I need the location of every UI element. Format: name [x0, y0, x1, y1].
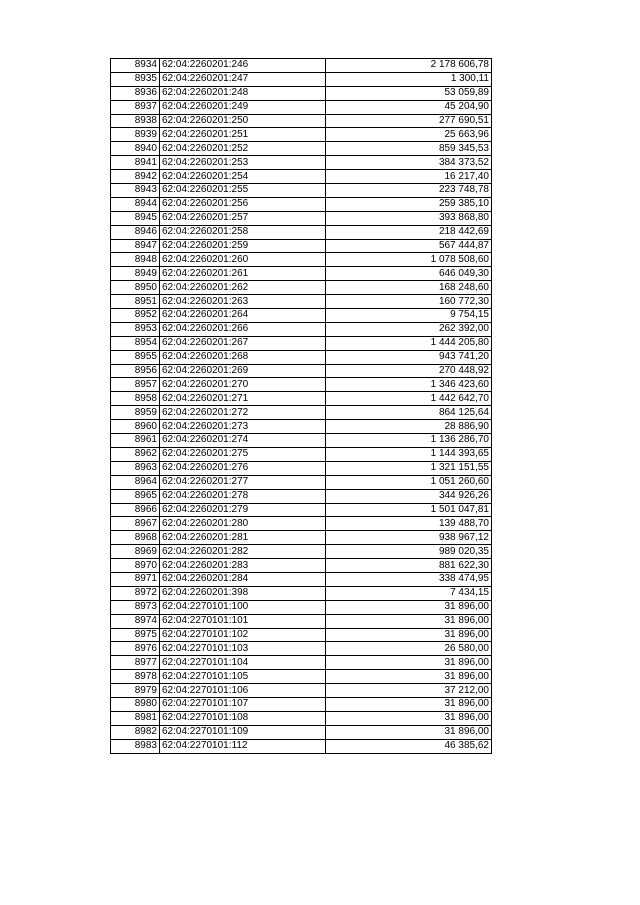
table-row	[111, 336, 492, 350]
cadastral-value-cell: 262 392,00	[326, 322, 492, 336]
row-number-cell: 8965	[111, 489, 160, 503]
table-row	[111, 281, 492, 295]
table-row	[111, 86, 492, 100]
table-row	[111, 309, 492, 323]
cadastral-value-cell: 943 741,20	[326, 350, 492, 364]
cadastral-value-cell: 567 444,87	[326, 239, 492, 253]
cadastral-number-cell: 62:04:2260201:267	[160, 336, 326, 350]
table-row	[111, 489, 492, 503]
row-number-cell: 8961	[111, 434, 160, 448]
cadastral-value-cell: 31 896,00	[326, 711, 492, 725]
cadastral-number-cell: 62:04:2270101:104	[160, 656, 326, 670]
cadastral-value-cell: 37 212,00	[326, 684, 492, 698]
cadastral-value-cell: 1 136 286,70	[326, 434, 492, 448]
table-row	[111, 392, 492, 406]
row-number-cell: 8955	[111, 350, 160, 364]
table-row	[111, 239, 492, 253]
cadastral-value-cell: 46 385,62	[326, 739, 492, 753]
cadastral-number-cell: 62:04:2260201:258	[160, 225, 326, 239]
cadastral-number-cell: 62:04:2270101:107	[160, 697, 326, 711]
cadastral-number-cell: 62:04:2270101:105	[160, 670, 326, 684]
cadastral-value-cell: 1 444 205,80	[326, 336, 492, 350]
row-number-cell: 8967	[111, 517, 160, 531]
row-number-cell: 8972	[111, 586, 160, 600]
row-number-cell: 8963	[111, 461, 160, 475]
cadastral-value-cell: 31 896,00	[326, 725, 492, 739]
cadastral-number-cell: 62:04:2260201:263	[160, 295, 326, 309]
cadastral-number-cell: 62:04:2270101:100	[160, 600, 326, 614]
row-number-cell: 8983	[111, 739, 160, 753]
cadastral-number-cell: 62:04:2260201:268	[160, 350, 326, 364]
cadastral-value-cell: 31 896,00	[326, 697, 492, 711]
cadastral-value-cell: 7 434,15	[326, 586, 492, 600]
row-number-cell: 8947	[111, 239, 160, 253]
cadastral-value-cell: 881 622,30	[326, 559, 492, 573]
table-row	[111, 531, 492, 545]
cadastral-number-cell: 62:04:2260201:274	[160, 434, 326, 448]
table-row	[111, 59, 492, 73]
cadastral-value-cell: 344 926,26	[326, 489, 492, 503]
cadastral-number-cell: 62:04:2260201:256	[160, 197, 326, 211]
cadastral-value-cell: 338 474,95	[326, 572, 492, 586]
table-row	[111, 475, 492, 489]
cadastral-value-cell: 26 580,00	[326, 642, 492, 656]
cadastral-value-cell: 1 321 151,55	[326, 461, 492, 475]
cadastral-number-cell: 62:04:2260201:278	[160, 489, 326, 503]
cadastral-number-cell: 62:04:2260201:284	[160, 572, 326, 586]
row-number-cell: 8970	[111, 559, 160, 573]
row-number-cell: 8939	[111, 128, 160, 142]
row-number-cell: 8952	[111, 309, 160, 323]
cadastral-value-cell: 270 448,92	[326, 364, 492, 378]
cadastral-number-cell: 62:04:2260201:398	[160, 586, 326, 600]
row-number-cell: 8935	[111, 72, 160, 86]
cadastral-value-cell: 1 078 508,60	[326, 253, 492, 267]
cadastral-value-cell: 9 754,15	[326, 309, 492, 323]
row-number-cell: 8957	[111, 378, 160, 392]
cadastral-value-cell: 53 059,89	[326, 86, 492, 100]
cadastral-number-cell: 62:04:2260201:283	[160, 559, 326, 573]
cadastral-number-cell: 62:04:2260201:254	[160, 170, 326, 184]
cadastral-number-cell: 62:04:2260201:251	[160, 128, 326, 142]
table-row	[111, 156, 492, 170]
row-number-cell: 8974	[111, 614, 160, 628]
cadastral-value-cell: 1 300,11	[326, 72, 492, 86]
cadastral-number-cell: 62:04:2260201:269	[160, 364, 326, 378]
table-row	[111, 628, 492, 642]
cadastral-number-cell: 62:04:2260201:282	[160, 545, 326, 559]
cadastral-value-cell: 277 690,51	[326, 114, 492, 128]
cadastral-value-cell: 393 868,80	[326, 211, 492, 225]
table-body	[111, 59, 492, 754]
cadastral-number-cell: 62:04:2260201:271	[160, 392, 326, 406]
row-number-cell: 8948	[111, 253, 160, 267]
cadastral-number-cell: 62:04:2260201:266	[160, 322, 326, 336]
row-number-cell: 8978	[111, 670, 160, 684]
row-number-cell: 8966	[111, 503, 160, 517]
cadastral-number-cell: 62:04:2260201:281	[160, 531, 326, 545]
cadastral-value-cell: 1 346 423,60	[326, 378, 492, 392]
cadastral-number-cell: 62:04:2270101:102	[160, 628, 326, 642]
table-row	[111, 350, 492, 364]
table-row	[111, 614, 492, 628]
cadastral-value-cell: 2 178 606,78	[326, 59, 492, 73]
cadastral-value-cell: 45 204,90	[326, 100, 492, 114]
cadastral-value-cell: 864 125,64	[326, 406, 492, 420]
table-row	[111, 378, 492, 392]
cadastral-number-cell: 62:04:2260201:250	[160, 114, 326, 128]
cadastral-number-cell: 62:04:2260201:273	[160, 420, 326, 434]
row-number-cell: 8980	[111, 697, 160, 711]
table-row	[111, 225, 492, 239]
row-number-cell: 8959	[111, 406, 160, 420]
table-row	[111, 642, 492, 656]
row-number-cell: 8954	[111, 336, 160, 350]
cadastral-number-cell: 62:04:2260201:280	[160, 517, 326, 531]
table-row	[111, 267, 492, 281]
cadastral-number-cell: 62:04:2260201:252	[160, 142, 326, 156]
cadastral-number-cell: 62:04:2260201:272	[160, 406, 326, 420]
cadastral-value-cell: 31 896,00	[326, 670, 492, 684]
row-number-cell: 8976	[111, 642, 160, 656]
table-row	[111, 600, 492, 614]
cadastral-value-cell: 218 442,69	[326, 225, 492, 239]
cadastral-number-cell: 62:04:2270101:103	[160, 642, 326, 656]
cadastral-number-cell: 62:04:2260201:277	[160, 475, 326, 489]
row-number-cell: 8934	[111, 59, 160, 73]
row-number-cell: 8936	[111, 86, 160, 100]
row-number-cell: 8953	[111, 322, 160, 336]
cadastral-number-cell: 62:04:2260201:260	[160, 253, 326, 267]
cadastral-value-cell: 160 772,30	[326, 295, 492, 309]
cadastral-number-cell: 62:04:2260201:249	[160, 100, 326, 114]
row-number-cell: 8973	[111, 600, 160, 614]
table-row	[111, 739, 492, 753]
row-number-cell: 8977	[111, 656, 160, 670]
cadastral-value-cell: 384 373,52	[326, 156, 492, 170]
row-number-cell: 8962	[111, 447, 160, 461]
row-number-cell: 8949	[111, 267, 160, 281]
table-row	[111, 517, 492, 531]
row-number-cell: 8943	[111, 184, 160, 198]
table-row	[111, 364, 492, 378]
row-number-cell: 8971	[111, 572, 160, 586]
cadastral-number-cell: 62:04:2260201:255	[160, 184, 326, 198]
row-number-cell: 8956	[111, 364, 160, 378]
table-row	[111, 434, 492, 448]
table-row	[111, 100, 492, 114]
table-row	[111, 114, 492, 128]
table-row	[111, 253, 492, 267]
cadastral-number-cell: 62:04:2260201:264	[160, 309, 326, 323]
cadastral-value-cell: 28 886,90	[326, 420, 492, 434]
table-row	[111, 322, 492, 336]
table-row	[111, 420, 492, 434]
row-number-cell: 8964	[111, 475, 160, 489]
row-number-cell: 8968	[111, 531, 160, 545]
table-row	[111, 670, 492, 684]
cadastral-value-cell: 259 385,10	[326, 197, 492, 211]
row-number-cell: 8958	[111, 392, 160, 406]
cadastral-number-cell: 62:04:2260201:262	[160, 281, 326, 295]
table-row	[111, 211, 492, 225]
table-row	[111, 586, 492, 600]
table-row	[111, 697, 492, 711]
cadastral-value-cell: 139 488,70	[326, 517, 492, 531]
cadastral-number-cell: 62:04:2270101:108	[160, 711, 326, 725]
row-number-cell: 8938	[111, 114, 160, 128]
cadastral-value-cell: 989 020,35	[326, 545, 492, 559]
cadastral-number-cell: 62:04:2260201:248	[160, 86, 326, 100]
cadastral-number-cell: 62:04:2270101:106	[160, 684, 326, 698]
cadastral-number-cell: 62:04:2260201:276	[160, 461, 326, 475]
cadastre-value-table	[110, 58, 492, 754]
row-number-cell: 8979	[111, 684, 160, 698]
table-row	[111, 711, 492, 725]
table-row	[111, 503, 492, 517]
cadastral-number-cell: 62:04:2260201:279	[160, 503, 326, 517]
cadastral-value-cell: 646 049,30	[326, 267, 492, 281]
row-number-cell: 8945	[111, 211, 160, 225]
row-number-cell: 8944	[111, 197, 160, 211]
cadastral-value-cell: 1 442 642,70	[326, 392, 492, 406]
table-row	[111, 128, 492, 142]
cadastral-value-cell: 1 144 393,65	[326, 447, 492, 461]
cadastral-number-cell: 62:04:2270101:112	[160, 739, 326, 753]
table-row	[111, 295, 492, 309]
table-row	[111, 684, 492, 698]
table-row	[111, 406, 492, 420]
row-number-cell: 8975	[111, 628, 160, 642]
row-number-cell: 8941	[111, 156, 160, 170]
cadastral-value-cell: 223 748,78	[326, 184, 492, 198]
table-row	[111, 142, 492, 156]
cadastral-value-cell: 31 896,00	[326, 628, 492, 642]
cadastral-value-cell: 25 663,96	[326, 128, 492, 142]
row-number-cell: 8960	[111, 420, 160, 434]
cadastral-value-cell: 1 501 047,81	[326, 503, 492, 517]
row-number-cell: 8969	[111, 545, 160, 559]
cadastral-value-cell: 31 896,00	[326, 600, 492, 614]
cadastral-value-cell: 168 248,60	[326, 281, 492, 295]
cadastral-value-cell: 31 896,00	[326, 656, 492, 670]
cadastral-number-cell: 62:04:2260201:259	[160, 239, 326, 253]
table-row	[111, 197, 492, 211]
table-row	[111, 72, 492, 86]
row-number-cell: 8981	[111, 711, 160, 725]
row-number-cell: 8951	[111, 295, 160, 309]
row-number-cell: 8982	[111, 725, 160, 739]
table-row	[111, 184, 492, 198]
cadastral-number-cell: 62:04:2260201:275	[160, 447, 326, 461]
row-number-cell: 8940	[111, 142, 160, 156]
cadastral-number-cell: 62:04:2270101:101	[160, 614, 326, 628]
row-number-cell: 8937	[111, 100, 160, 114]
row-number-cell: 8942	[111, 170, 160, 184]
cadastral-number-cell: 62:04:2260201:246	[160, 59, 326, 73]
cadastral-number-cell: 62:04:2270101:109	[160, 725, 326, 739]
table-row	[111, 545, 492, 559]
row-number-cell: 8946	[111, 225, 160, 239]
cadastral-value-cell: 16 217,40	[326, 170, 492, 184]
table-row	[111, 572, 492, 586]
cadastral-value-cell: 938 967,12	[326, 531, 492, 545]
cadastral-number-cell: 62:04:2260201:261	[160, 267, 326, 281]
table-row	[111, 461, 492, 475]
cadastral-value-cell: 1 051 260,60	[326, 475, 492, 489]
cadastral-number-cell: 62:04:2260201:270	[160, 378, 326, 392]
table-row	[111, 656, 492, 670]
row-number-cell: 8950	[111, 281, 160, 295]
table-row	[111, 559, 492, 573]
table-row	[111, 447, 492, 461]
table-row	[111, 725, 492, 739]
cadastral-value-cell: 31 896,00	[326, 614, 492, 628]
table-row	[111, 170, 492, 184]
cadastral-value-cell: 859 345,53	[326, 142, 492, 156]
cadastral-number-cell: 62:04:2260201:247	[160, 72, 326, 86]
cadastral-number-cell: 62:04:2260201:253	[160, 156, 326, 170]
cadastral-number-cell: 62:04:2260201:257	[160, 211, 326, 225]
